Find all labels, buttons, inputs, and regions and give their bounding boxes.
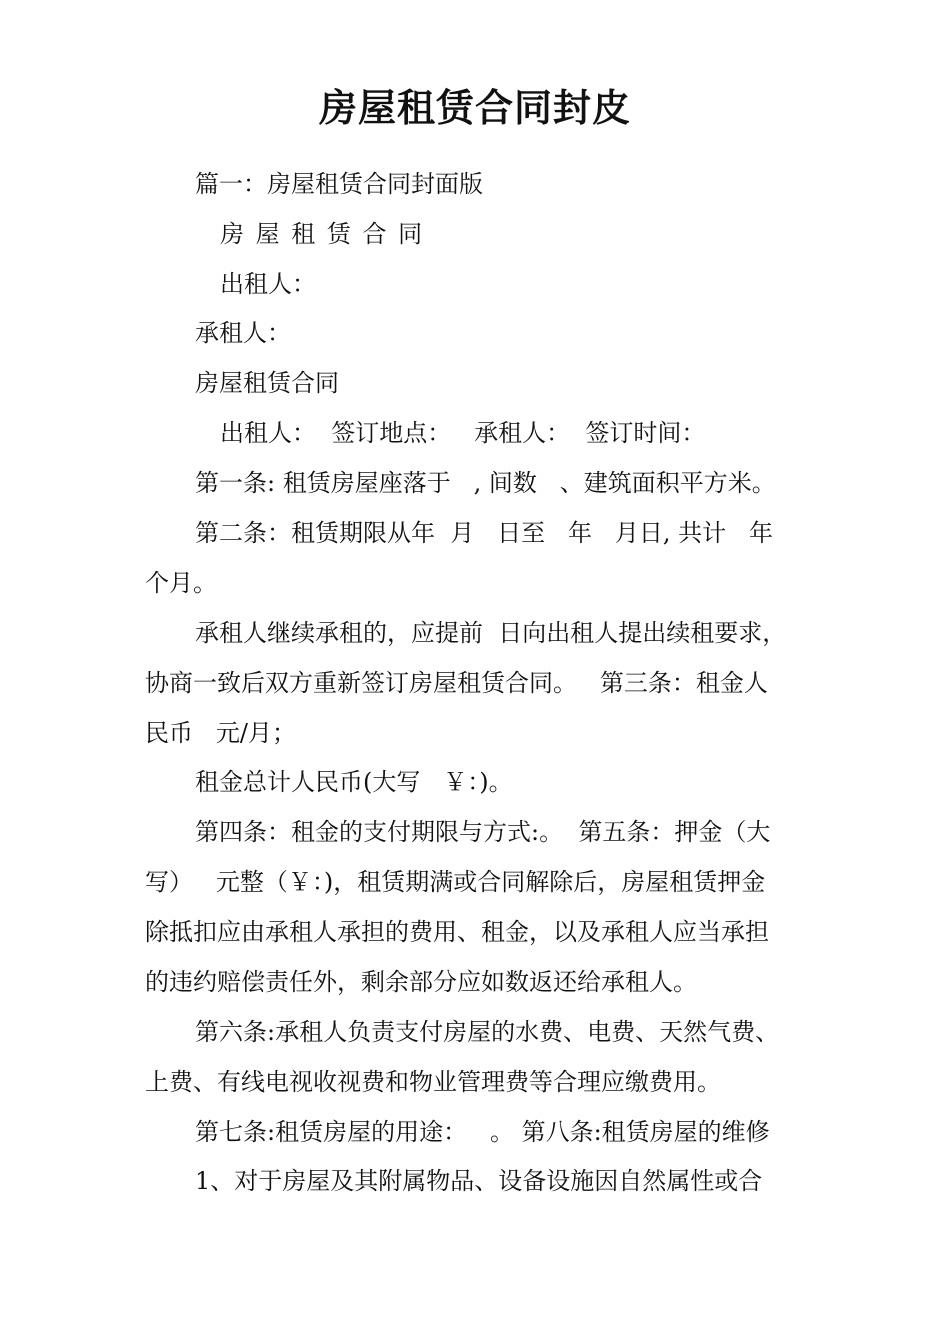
text-line-article-4: 第四条：租金的支付期限与方式:。 第五条：押金（大: [195, 818, 771, 846]
text-line-deposit-cont-2: 的违约赔偿责任外，剩余部分应如数返还给承租人。: [145, 968, 697, 996]
text-line-article-7: 第七条:租赁房屋的用途： 。 第八条:租赁房屋的维修: [195, 1118, 770, 1146]
text-line-signing-info: 出租人： 签订地点： 承租人： 签订时间：: [220, 419, 706, 447]
text-line-renewal-cont: 协商一致后双方重新签订房屋租赁合同。 第三条：租金人: [145, 669, 768, 697]
text-line-article-6: 第六条:承租人负责支付房屋的水费、电费、天然气费、: [195, 1018, 780, 1046]
text-line-rent-total: 租金总计人民币(大写 ￥：)。: [195, 768, 513, 796]
text-line-section-heading: 篇一：房屋租赁合同封面版: [195, 170, 483, 198]
text-line-deposit-cont-1: 除抵扣应由承租人承担的费用、租金，以及承租人应当承担: [145, 918, 769, 946]
text-line-article-6-cont: 上费、有线电视收视费和物业管理费等合理应缴费用。: [145, 1068, 721, 1096]
text-line-deposit: 写） 元整（￥：)，租赁期满或合同解除后，房屋租赁押金: [145, 868, 766, 896]
text-line-article-2: 第二条：租赁期限从年 月 日至 年 月日, 共计 年: [195, 519, 774, 547]
text-line-maintenance-1: 1、对于房屋及其附属物品、设备设施因自然属性或合: [195, 1167, 763, 1195]
text-line-article-3-cont: 民币 元/月；: [145, 719, 296, 747]
text-line-article-2-cont: 个月。: [145, 569, 217, 597]
text-line-contract-name: 房屋租赁合同: [195, 369, 339, 397]
document-title: 房屋租赁合同封皮: [318, 85, 631, 130]
text-line-article-1: 第一条: 租赁房屋座落于 , 间数 、建筑面积平方米。: [195, 469, 776, 497]
text-line-lessor: 出租人：: [220, 270, 316, 298]
text-line-cover-title: 房 屋 租 赁 合 同: [220, 220, 425, 248]
text-line-lessee: 承租人：: [195, 319, 291, 347]
text-line-renewal: 承租人继续承租的，应提前 日向出租人提出续租要求，: [195, 619, 787, 647]
